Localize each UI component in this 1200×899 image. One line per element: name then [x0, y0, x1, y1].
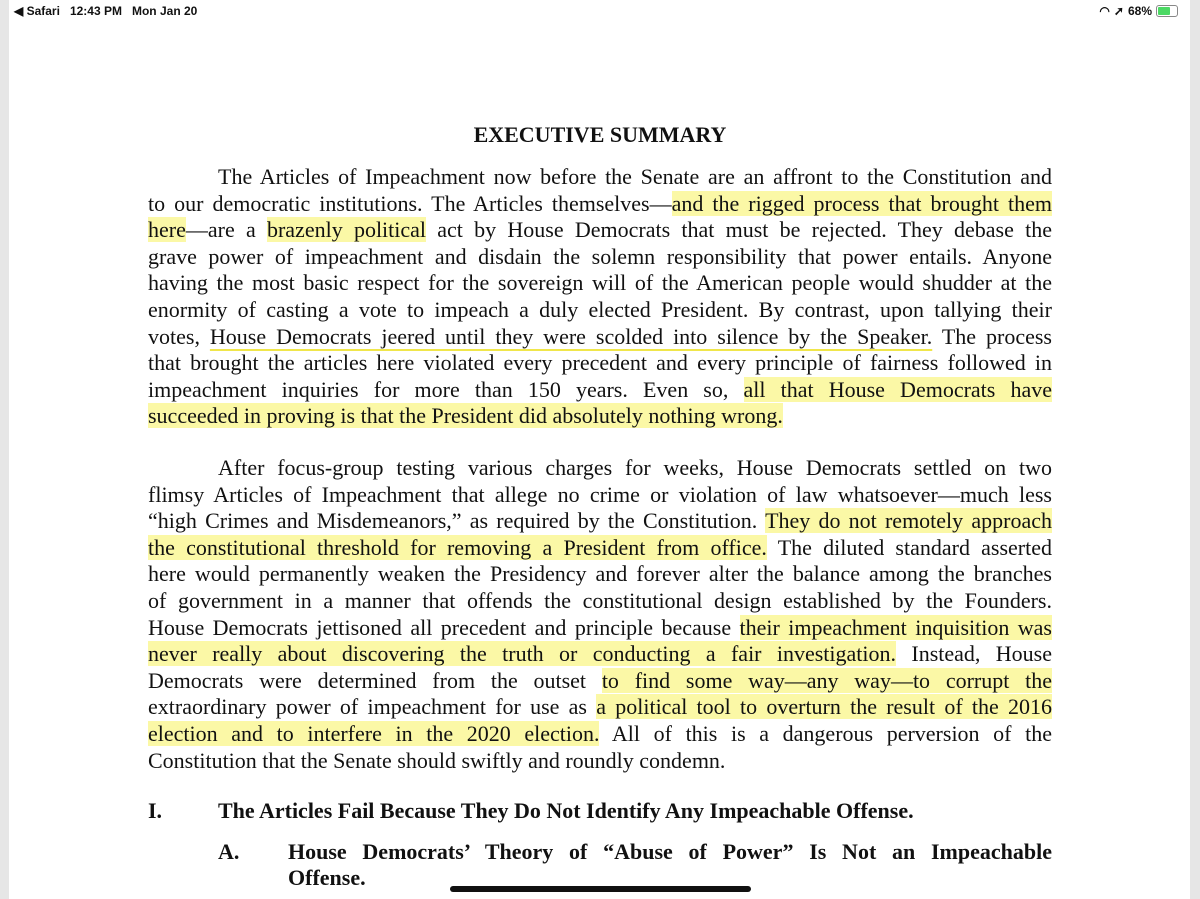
text-segment: Constitution that the Senate should swiftly and roundly condemn.: [148, 747, 726, 773]
battery-fill: [1158, 7, 1170, 15]
highlighted-text: their impeachment inquisition was: [739, 614, 1052, 640]
text-segment: of government in a manner that offends the constitutional design established by the Founders.: [148, 587, 1052, 613]
text-line: [148, 191, 1052, 218]
text-line: [148, 164, 1052, 191]
text-segment: Democrats were determined from the outset: [148, 667, 602, 693]
text-segment: All of this is a dangerous perversion of the: [599, 720, 1052, 746]
text-segment: After focus-group testing various charges for weeks, House Democrats settled on two: [218, 455, 1052, 480]
text-line: [148, 377, 1052, 404]
text-segment: that brought the articles here violated every precedent and every principle of fairness followed in: [148, 350, 1052, 376]
text-segment: flimsy Articles of Impeachment that allege no crime or violation of law whatsoever—much less: [148, 481, 1052, 507]
highlighted-text: and the rigged process that brought them: [671, 190, 1052, 216]
text-segment: The diluted standard asserted: [766, 534, 1053, 560]
location-icon: ➚: [1113, 4, 1124, 18]
section-heading: The Articles Fail Because They Do Not Identify Any Impeachable Offense.: [218, 798, 914, 823]
underlined-text: House Democrats jeered until they were scolded into silence by the Speaker.: [209, 323, 933, 349]
text-segment: “high Crimes and Misdemeanors,” as required by the Constitution.: [148, 508, 766, 534]
text-line: [148, 244, 1052, 271]
text-line: [148, 508, 1052, 535]
highlighted-text: a political tool to overturn the result of the 2016: [596, 694, 1052, 720]
subsection-number: A.: [218, 839, 240, 864]
text-segment: The process: [932, 323, 1052, 349]
highlighted-text: brazenly political: [266, 217, 427, 243]
text-line: [148, 270, 1052, 297]
text-segment: The Articles of Impeachment now before the Senate are an affront to the Constitution and: [218, 164, 1052, 189]
text-line: [148, 615, 1052, 642]
highlighted-text: here: [148, 217, 186, 243]
text-line: [148, 455, 1052, 482]
home-indicator[interactable]: [450, 886, 751, 892]
text-line: [148, 748, 1052, 775]
battery-percent: 68%: [1127, 4, 1152, 18]
highlighted-text: They do not remotely approach: [765, 508, 1052, 534]
text-line: [148, 217, 1052, 244]
text-line: [148, 482, 1052, 509]
text-line: [148, 588, 1052, 615]
text-segment: —are a: [185, 217, 267, 243]
text-line: [148, 561, 1052, 588]
text-line: [148, 668, 1052, 695]
highlighted-text: all that House Democrats have: [743, 376, 1052, 402]
page-title: EXECUTIVE SUMMARY: [473, 122, 727, 147]
paragraph-1: [148, 164, 1052, 430]
text-line: [148, 350, 1052, 377]
text-segment: grave power of impeachment and disdain the solemn responsibility that power entails. Anyone: [148, 243, 1052, 269]
text-line: [148, 535, 1052, 562]
highlighted-text: to find some way—any way—to corrupt the: [601, 667, 1053, 693]
paragraph-2: [148, 455, 1052, 774]
text-line: [148, 694, 1052, 721]
text-segment: to our democratic institutions. The Articles themselves—: [148, 190, 672, 216]
battery-icon: [1156, 5, 1178, 17]
text-segment: enormity of casting a vote to impeach a duly elected President. By contrast, upon tallying their: [148, 296, 1052, 322]
text-segment: having the most basic respect for the sovereign will of the American people would shudder at the: [148, 270, 1052, 296]
section-number: I.: [148, 798, 163, 823]
text-line: [148, 641, 1052, 668]
text-segment: House Democrats jettisoned all precedent and principle because: [148, 614, 740, 640]
text-line: [148, 324, 1052, 351]
text-segment: extraordinary power of impeachment for use as: [148, 694, 597, 720]
highlighted-text: succeeded in proving is that the President did absolutely nothing wrong.: [148, 403, 783, 429]
text-segment: act by House Democrats that must be rejected. They debase the: [426, 217, 1052, 243]
subsection-heading-line2: Offense.: [288, 865, 366, 890]
highlighted-text: the constitutional threshold for removing a President from office.: [148, 534, 767, 560]
text-line: [148, 297, 1052, 324]
highlighted-text: never really about discovering the truth or conducting a fair investigation.: [148, 641, 897, 667]
highlighted-text: election and to interfere in the 2020 election.: [148, 720, 600, 746]
text-segment: votes,: [148, 323, 210, 349]
text-line: [148, 403, 1052, 430]
text-segment: impeachment inquiries for more than 150 years. Even so,: [148, 376, 744, 402]
text-line: [148, 721, 1052, 748]
wifi-icon: ◠: [1099, 4, 1110, 18]
status-time: 12:43 PM: [69, 4, 122, 18]
status-date: Mon Jan 20: [131, 4, 198, 18]
back-to-safari-button[interactable]: ◀ Safari: [14, 4, 60, 18]
text-segment: Instead, House: [896, 641, 1052, 667]
status-bar: [0, 0, 1200, 22]
subsection-heading-line1: House Democrats’ Theory of “Abuse of Power” Is Not an Impeachable: [288, 839, 1052, 864]
text-segment: here would permanently weaken the Presidency and forever alter the balance among the branches: [148, 561, 1052, 587]
